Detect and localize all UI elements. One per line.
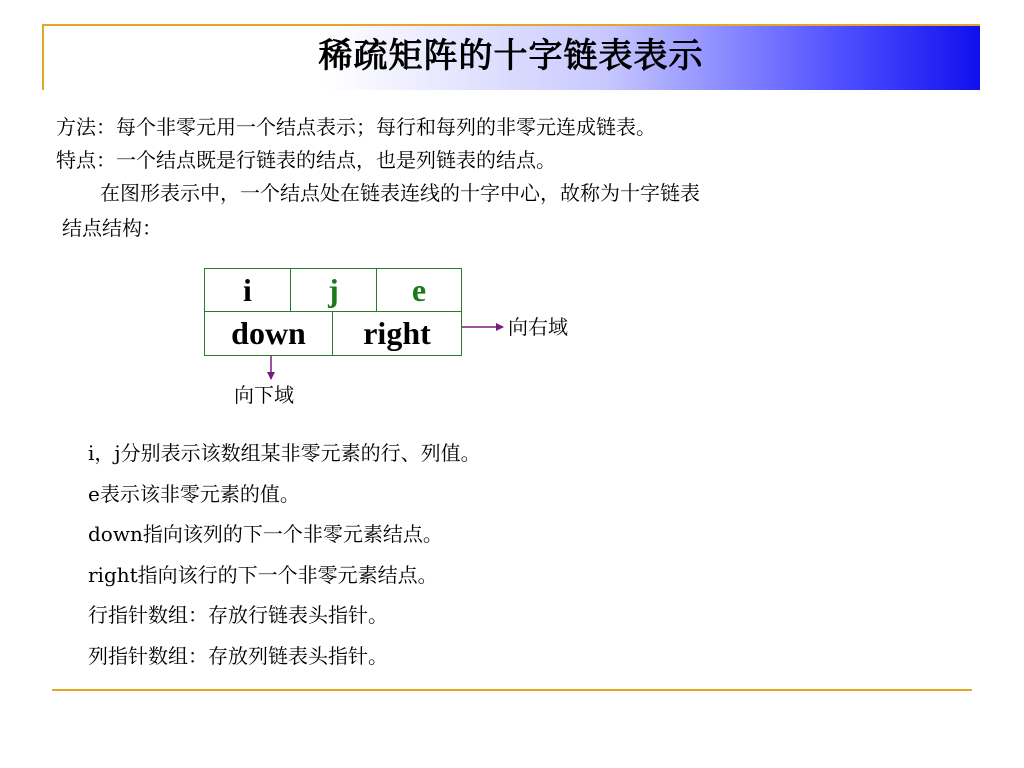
- desc-e: e表示该非零元素的值。: [88, 482, 300, 506]
- slide-title: 稀疏矩阵的十字链表表示: [318, 36, 704, 76]
- node-field-right: right: [363, 315, 431, 351]
- down-domain-label: 向下域: [234, 383, 294, 407]
- desc-col-array: 列指针数组：存放列链表头指针。: [88, 644, 388, 668]
- node-field-j: j: [291, 269, 377, 312]
- bottom-divider: [52, 689, 972, 691]
- feature-text: 特点：一个结点既是行链表的结点，也是列链表的结点。: [56, 148, 556, 172]
- node-structure-diagram: [204, 268, 462, 356]
- desc-row-array: 行指针数组：存放行链表头指针。: [88, 603, 388, 627]
- desc-ij: i，j分别表示该数组某非零元素的行、列值。: [88, 441, 481, 465]
- node-field-i: i: [205, 269, 291, 312]
- right-domain-label: 向右域: [508, 315, 568, 339]
- structure-label: 结点结构：: [62, 216, 162, 240]
- node-field-down: down: [205, 312, 333, 355]
- desc-right: right指向该行的下一个非零元素结点。: [88, 563, 438, 587]
- desc-down: down指向该列的下一个非零元素结点。: [88, 522, 443, 546]
- explain-text: 在图形表示中，一个结点处在链表连线的十字中心，故称为十字链表: [100, 181, 700, 205]
- node-field-e: e: [377, 269, 461, 312]
- method-text: 方法：每个非零元用一个结点表示；每行和每列的非零元连成链表。: [56, 115, 656, 139]
